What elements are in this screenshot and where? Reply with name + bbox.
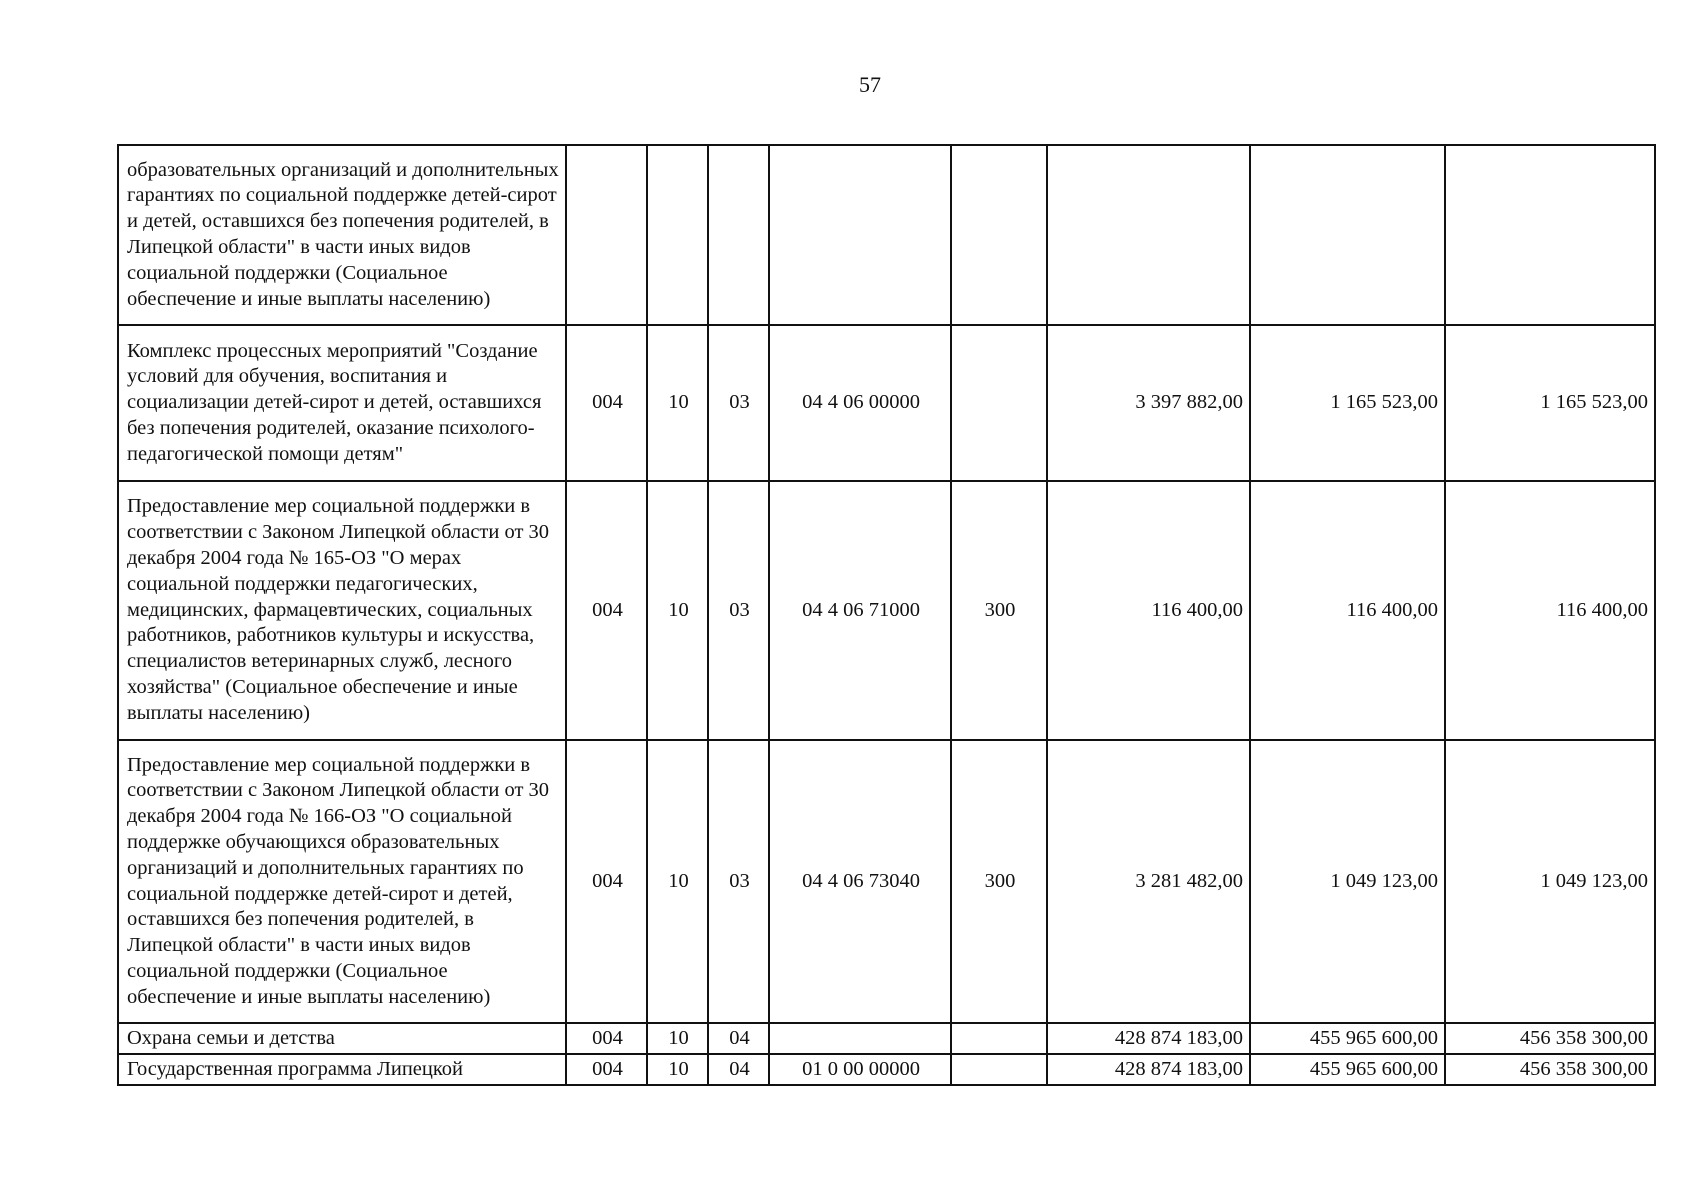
page-number: 57 — [859, 72, 881, 97]
row-description: Государственная программа Липецкой — [118, 1054, 566, 1085]
target-article-code: 01 0 00 00000 — [769, 1054, 951, 1085]
expense-type-code: 300 — [951, 481, 1047, 740]
subsection-code: 04 — [708, 1054, 769, 1085]
section-code: 10 — [647, 1054, 708, 1085]
ved-code — [566, 145, 647, 325]
amount-year-2: 455 965 600,00 — [1250, 1023, 1445, 1054]
amount-year-1: 3 281 482,00 — [1047, 740, 1250, 1023]
table-row — [118, 1023, 1655, 1054]
budget-table — [117, 144, 1656, 1086]
amount-year-1: 428 874 183,00 — [1047, 1023, 1250, 1054]
amount-year-1: 428 874 183,00 — [1047, 1054, 1250, 1085]
amount-year-3: 116 400,00 — [1445, 481, 1655, 740]
subsection-code: 04 — [708, 1023, 769, 1054]
amount-year-1: 116 400,00 — [1047, 481, 1250, 740]
table-row — [118, 740, 1655, 1023]
table-row — [118, 325, 1655, 481]
amount-year-2: 1 049 123,00 — [1250, 740, 1445, 1023]
target-article-code — [769, 1023, 951, 1054]
subsection-code — [708, 145, 769, 325]
ved-code: 004 — [566, 740, 647, 1023]
amount-year-2 — [1250, 145, 1445, 325]
section-code — [647, 145, 708, 325]
table-row — [118, 1054, 1655, 1085]
subsection-code: 03 — [708, 325, 769, 481]
amount-year-3: 1 165 523,00 — [1445, 325, 1655, 481]
expense-type-code: 300 — [951, 740, 1047, 1023]
row-description: Комплекс процессных мероприятий "Создание условий для обучения, воспитания и социализации детей-сирот и детей, оставшихся без попечения родителей, оказание психолого-педагогической помощи детям" — [118, 325, 566, 481]
amount-year-1 — [1047, 145, 1250, 325]
amount-year-3: 456 358 300,00 — [1445, 1054, 1655, 1085]
target-article-code: 04 4 06 73040 — [769, 740, 951, 1023]
row-description: Предоставление мер социальной поддержки в соответствии с Законом Липецкой области от 30 декабря 2004 года № 166-ОЗ "О социальной поддержке обучающихся образовательных организаций и дополнительных гарантиях по социальной поддержке детей-сирот и детей, оставшихся без попечения родителей, в Липецкой области" в части иных видов социальной поддержки (Социальное обеспечение и иные выплаты населению) — [118, 740, 566, 1023]
amount-year-3: 1 049 123,00 — [1445, 740, 1655, 1023]
section-code: 10 — [647, 325, 708, 481]
ved-code: 004 — [566, 481, 647, 740]
row-description: Предоставление мер социальной поддержки в соответствии с Законом Липецкой области от 30 декабря 2004 года № 165-ОЗ "О мерах социальной поддержки педагогических, медицинских, фармацевтических, социальных работников, работников культуры и искусства, специалистов ветеринарных служб, лесного хозяйства" (Социальное обеспечение и иные выплаты населению) — [118, 481, 566, 740]
section-code: 10 — [647, 481, 708, 740]
expense-type-code — [951, 1023, 1047, 1054]
amount-year-2: 1 165 523,00 — [1250, 325, 1445, 481]
expense-type-code — [951, 325, 1047, 481]
amount-year-2: 116 400,00 — [1250, 481, 1445, 740]
amount-year-2: 455 965 600,00 — [1250, 1054, 1445, 1085]
target-article-code — [769, 145, 951, 325]
table-row — [118, 481, 1655, 740]
ved-code: 004 — [566, 1023, 647, 1054]
expense-type-code — [951, 1054, 1047, 1085]
row-description: образовательных организаций и дополнительных гарантиях по социальной поддержке детей-сирот и детей, оставшихся без попечения родителей, в Липецкой области" в части иных видов социальной поддержки (Социальное обеспечение и иные выплаты населению) — [118, 145, 566, 325]
target-article-code: 04 4 06 00000 — [769, 325, 951, 481]
ved-code: 004 — [566, 325, 647, 481]
expense-type-code — [951, 145, 1047, 325]
ved-code: 004 — [566, 1054, 647, 1085]
amount-year-3: 456 358 300,00 — [1445, 1023, 1655, 1054]
subsection-code: 03 — [708, 481, 769, 740]
amount-year-3 — [1445, 145, 1655, 325]
table-row — [118, 145, 1655, 325]
section-code: 10 — [647, 1023, 708, 1054]
amount-year-1: 3 397 882,00 — [1047, 325, 1250, 481]
section-code: 10 — [647, 740, 708, 1023]
row-description: Охрана семьи и детства — [118, 1023, 566, 1054]
target-article-code: 04 4 06 71000 — [769, 481, 951, 740]
subsection-code: 03 — [708, 740, 769, 1023]
